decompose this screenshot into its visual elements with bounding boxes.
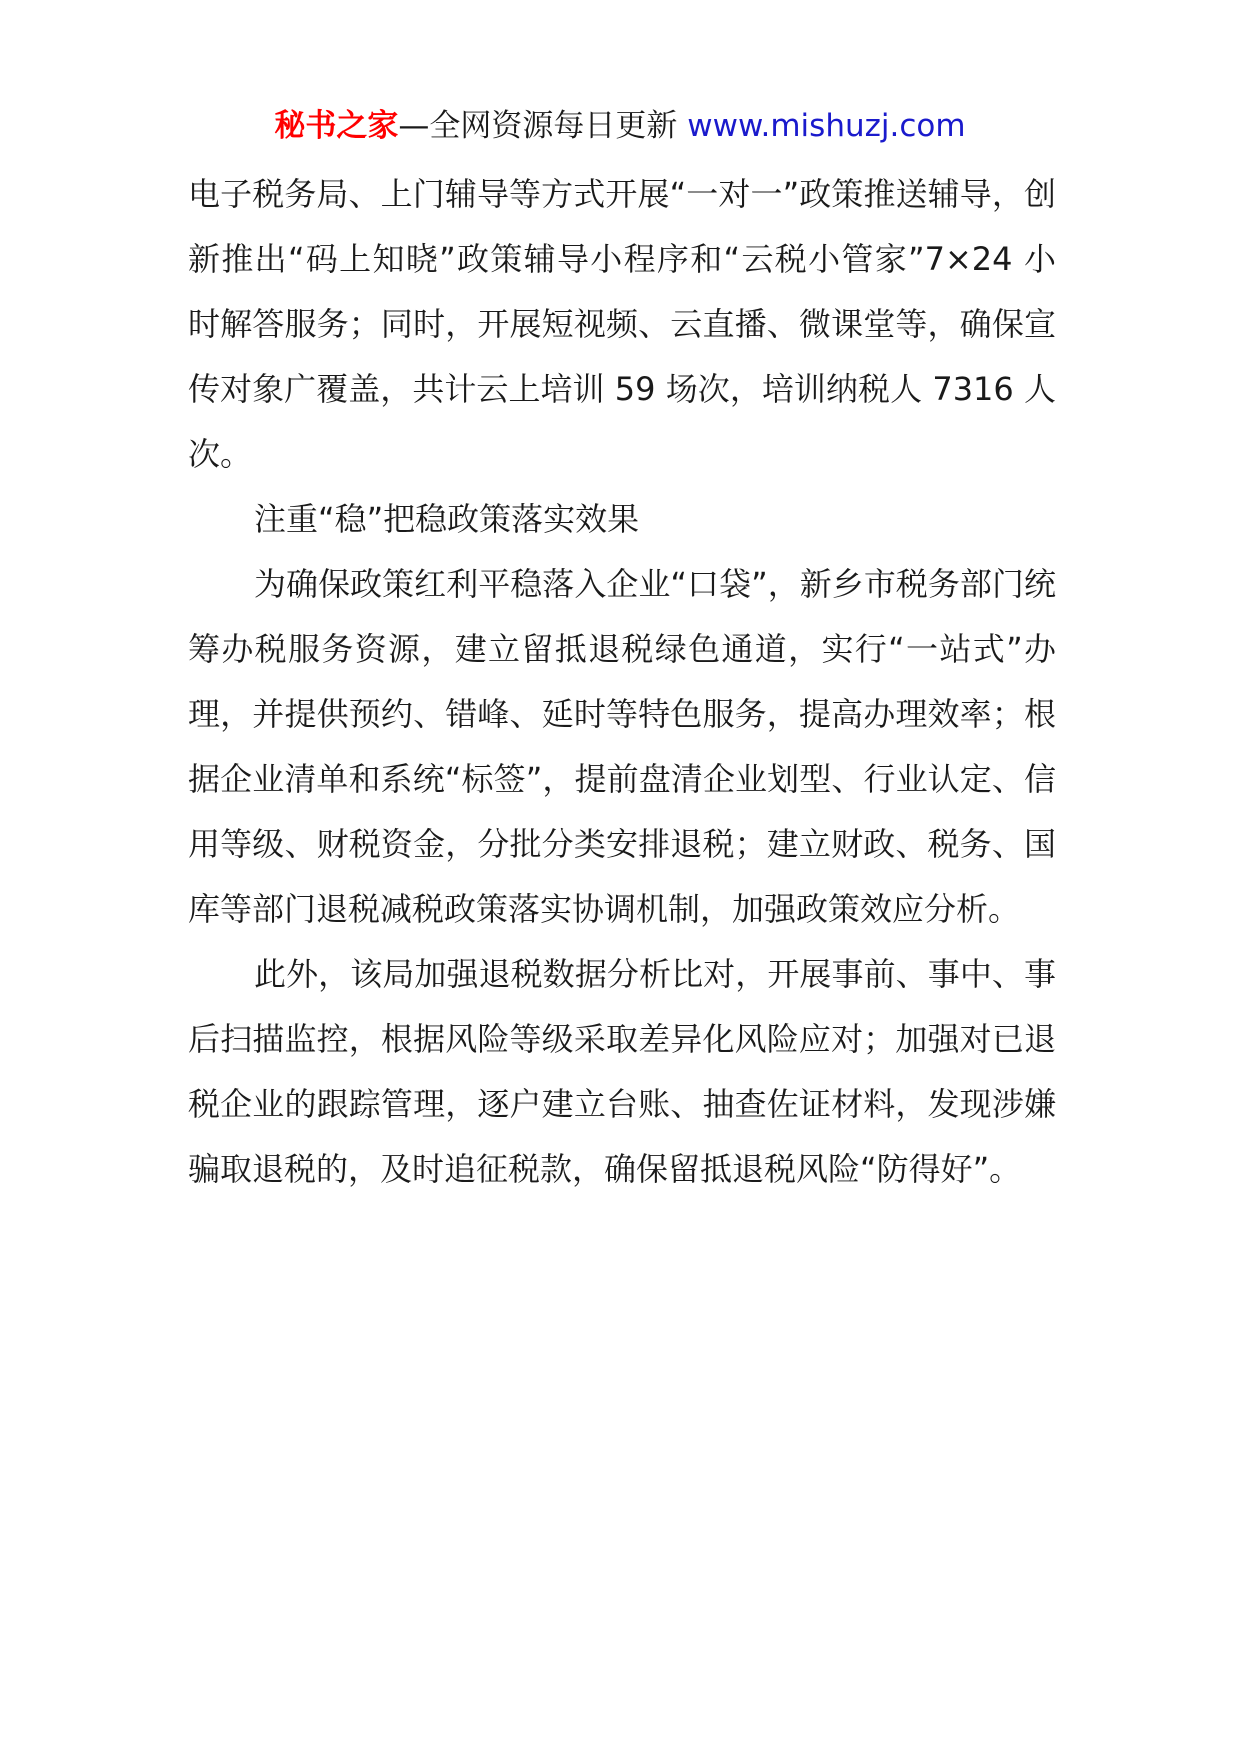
site-header xyxy=(0,102,1240,150)
document-body xyxy=(188,162,1056,1202)
site-brand: 秘书之家 xyxy=(274,108,399,144)
section-heading: 注重“稳”把稳政策落实效果 xyxy=(254,500,640,538)
paragraph: 此外，该局加强退税数据分析比对，开展事前、事中、事后扫描监控，根据风险等级采取差异化风险应对；加强对已退税企业的跟踪管理，逐户建立台账、抽查佐证材料，发现涉嫌骗取退税的，及时追征税款，确保留抵退税风险“防得好”。 xyxy=(188,955,1056,1188)
site-tagline: —全网资源每日更新 xyxy=(398,108,678,144)
paragraph-continued: 电子税务局、上门辅导等方式开展“一对一”政策推送辅导，创新推出“码上知晓”政策辅导小程序和“云税小管家”7×24 小时解答服务；同时，开展短视频、云直播、微课堂等，确保宣传对象广覆盖，共计云上培训 59 场次，培训纳税人 7316 人次。 xyxy=(188,175,1056,473)
site-url-link[interactable]: www.mishuzj.com xyxy=(687,108,966,144)
paragraph: 为确保政策红利平稳落入企业“口袋”，新乡市税务部门统筹办税服务资源，建立留抵退税绿色通道，实行“一站式”办理，并提供预约、错峰、延时等特色服务，提高办理效率；根据企业清单和系统“标签”，提前盘清企业划型、行业认定、信用等级、财税资金，分批分类安排退税；建立财政、税务、国库等部门退税减税政策落实协调机制，加强政策效应分析。 xyxy=(188,565,1056,928)
